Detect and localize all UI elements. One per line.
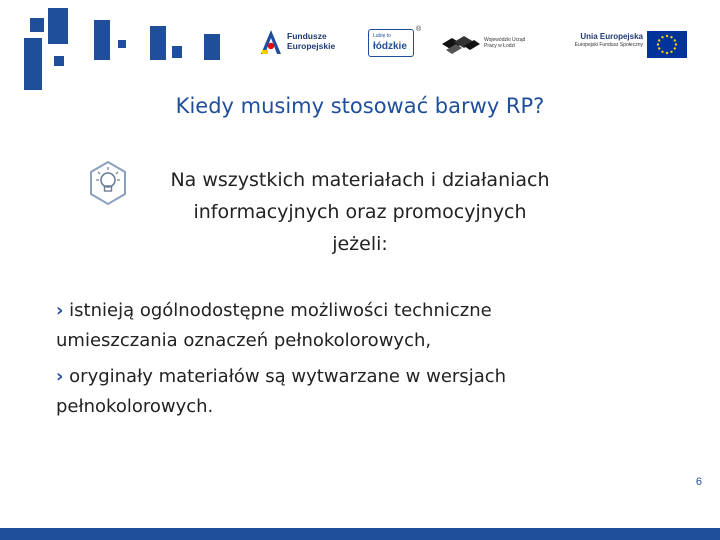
urzad-pracy-logo <box>440 28 540 58</box>
lead-line-3: jeżeli: <box>332 233 388 255</box>
registered-mark: ® <box>416 26 422 33</box>
eu-title: Unia Europejska <box>580 32 643 41</box>
bullet-text-line2: umieszczania oznaczeń pełnokolorowych, <box>56 330 432 351</box>
bullet-text-line2: pełnokolorowych. <box>56 396 214 417</box>
bullet-item <box>56 296 676 356</box>
page-number: 6 <box>695 476 702 488</box>
lodzkie-small-text: Lubię to <box>373 33 391 39</box>
lead-line-2: informacyjnych oraz promocyjnych <box>193 201 527 223</box>
fe-line2: Europejskie <box>287 41 336 51</box>
lead-line-1: Na wszystkich materiałach i działaniach <box>170 169 550 191</box>
brand-pixel-logo <box>0 0 240 100</box>
unia-europejska-logo <box>565 26 695 60</box>
eu-flag-icon <box>647 31 687 58</box>
lead-paragraph <box>110 164 610 260</box>
urzad-line2: Pracy w Łodzi <box>484 43 516 49</box>
fe-star-icon <box>259 28 283 56</box>
bullet-list <box>56 296 676 428</box>
urzad-line1: Wojewódzki Urząd <box>484 37 526 43</box>
bullet-text-line1: istnieją ogólnodostępne możliwości techniczne <box>69 300 492 321</box>
stacked-blocks-icon <box>440 30 482 56</box>
fundusze-europejskie-logo <box>259 26 349 60</box>
eu-subtitle: Europejski Fundusz Społeczny <box>574 42 643 48</box>
partner-logos <box>255 22 700 62</box>
bullet-item <box>56 362 676 422</box>
chevron-right-icon: › <box>56 366 64 387</box>
lodzkie-big-text: łódzkie <box>373 41 407 52</box>
footer-bar <box>0 528 720 540</box>
lodzkie-logo <box>368 29 414 57</box>
fe-line1: Fundusze <box>287 31 327 41</box>
chevron-right-icon: › <box>56 300 64 321</box>
slide-title: Kiedy musimy stosować barwy RP? <box>175 94 545 118</box>
bullet-text-line1: oryginały materiałów są wytwarzane w wersjach <box>69 366 507 387</box>
